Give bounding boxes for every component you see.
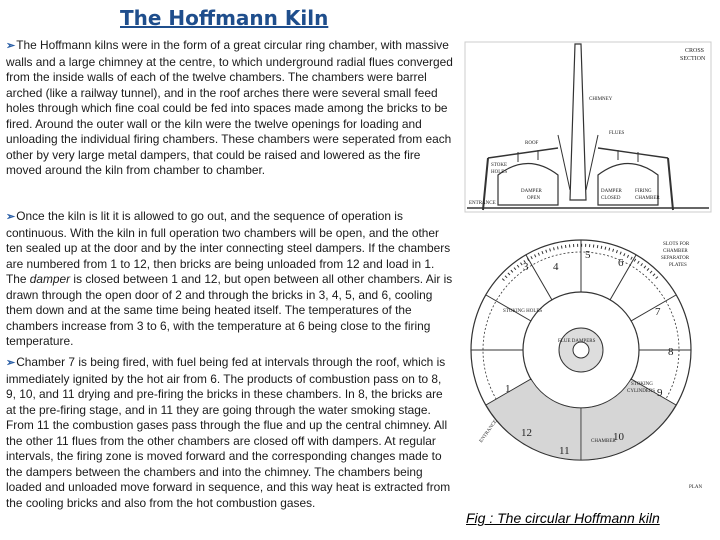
label-chamber: CHAMBER (591, 439, 616, 444)
paragraph-text: Chamber 7 is being fired, with fuel being fed at intervals through the roof, which is immediately ignited by the hot air from 6. The products of combustion pass on to 8, 9, 10, and 11 drying and pre-firing the bricks in these chambers. In 8, the bricks are at the pre-firing stage, and in 11 they are going through the water smoking stage. From 11 the combustion gases pass through the flue and up the central chimney. All the other 11 flues from the other chambers are closed off with dampers. At regular intervals, the firing zone is moved forward and the corresponding changes made to the dampers between the chambers and into the chimney. The chambers being loaded and unloaded move forward in sequence, and this way heat is extracted from the cooling bricks and also from the hot combustion gases. (6, 355, 451, 510)
label-cross: CROSS (685, 48, 705, 54)
chimney-shape (570, 44, 586, 200)
chamber-number-6: 6 (618, 257, 624, 269)
label-flue-dampers: FLUE DAMPERS (558, 339, 596, 344)
label-closed: CLOSED (601, 196, 621, 201)
flue-line (558, 135, 570, 190)
kiln-drawing (463, 40, 713, 490)
label-stoke: STOKE (491, 163, 508, 168)
paragraph-text: The Hoffmann kilns were in the form of a great circular ring chamber, with massive walls and a large chimney at the centre, to which underground radial flues converged from the inside walls of each of the twelve chambers. The chambers were barrel arched (like a railway tunnel), and in the roof arches there were several small feed holes through which fine coal could be fed into spaces made among the bricks to be fired. Around the outer wall or the kiln were the twelve openings for loading and unloading the individual firing chambers. These chambers were seperated from each other by very large metal dampers, that could be raised and lowered as the fire moved around the kiln from chamber to chamber. (6, 38, 453, 177)
label-section: SECTION (680, 56, 706, 62)
chamber-divider (486, 295, 531, 321)
bullet-arrow-icon: ➢ (6, 40, 16, 52)
label-entrance-plan: ENTRANCE (479, 419, 499, 445)
chamber-number-5: 5 (585, 249, 591, 261)
label-slots: SLOTS FOR (663, 242, 690, 247)
label-flues: FLUES (609, 131, 625, 136)
flue-line (586, 135, 598, 190)
kiln-figure (463, 40, 713, 490)
label-stoking-cylinders-2: CYLINDERS (627, 389, 656, 394)
plan-drawing (471, 240, 691, 460)
label-holes: HOLES (491, 170, 508, 175)
chimney-core (573, 342, 589, 358)
bullet-arrow-icon: ➢ (6, 211, 16, 223)
chamber-number-9: 9 (657, 387, 663, 399)
label-entrance: ENTRANCE (469, 201, 496, 206)
paragraph-emphasis: damper (29, 272, 71, 286)
page-title: The Hoffmann Kiln (120, 6, 329, 30)
label-slots-plates: PLATES (669, 263, 687, 268)
label-chimney: CHIMNEY (589, 97, 613, 102)
chamber-number-11: 11 (559, 445, 570, 457)
roof-line (488, 148, 668, 158)
label-stoking-holes: STOKING HOLES (503, 309, 543, 314)
figure-caption: Fig : The circular Hoffmann kiln (466, 510, 660, 526)
label-stoking-cylinders: STOKING (631, 382, 653, 387)
bullet-arrow-icon: ➢ (6, 357, 16, 369)
outer-wall (483, 158, 673, 210)
label-roof: ROOF (525, 141, 539, 146)
paragraph-construction (6, 38, 454, 179)
label-firing-chamber: CHAMBER (635, 196, 660, 201)
label-slots-chamber: CHAMBER (663, 249, 688, 254)
paragraph-operation (6, 209, 454, 350)
label-firing: FIRING (635, 189, 652, 194)
paragraph-text: Once the kiln is lit it is allowed to go out, and the sequence of operation is continuous. With the kiln in full operation two chambers will be open, and the other ten sealed up at the door and by the inter connecting steel dampers. If the chambers are numbered from 1 to 12, then bricks are being unloaded from 12 and load in 1. The (6, 209, 451, 286)
label-plan: PLAN (689, 485, 703, 490)
chamber-number-8: 8 (668, 346, 674, 358)
chamber-number-1: 1 (505, 383, 511, 395)
chamber-divider (631, 295, 676, 321)
cross-section-drawing (465, 42, 711, 212)
chamber-number-7: 7 (655, 306, 661, 318)
chamber-number-4: 4 (553, 261, 559, 273)
paragraph-text: is closed between 1 and 12, but open between all other chambers. Air is drawn through the open door of 2 and through the bricks in 3, 4, 5, and 6, cooling them down and at the same time being heated itself. The temperatures of the chambers increase from 3 to 6, with the temperature at 6 being close to the firing temperature. (6, 272, 453, 348)
paragraph-firing (6, 355, 454, 511)
chamber-number-12: 12 (521, 427, 532, 439)
chamber-number-10: 10 (613, 431, 624, 443)
label-damper-open: DAMPER (521, 189, 542, 194)
label-open: OPEN (527, 196, 541, 201)
label-damper-closed: DAMPER (601, 189, 622, 194)
label-slots-separator: SEPARATOR (661, 256, 690, 261)
chamber-number-3: 3 (523, 261, 529, 273)
